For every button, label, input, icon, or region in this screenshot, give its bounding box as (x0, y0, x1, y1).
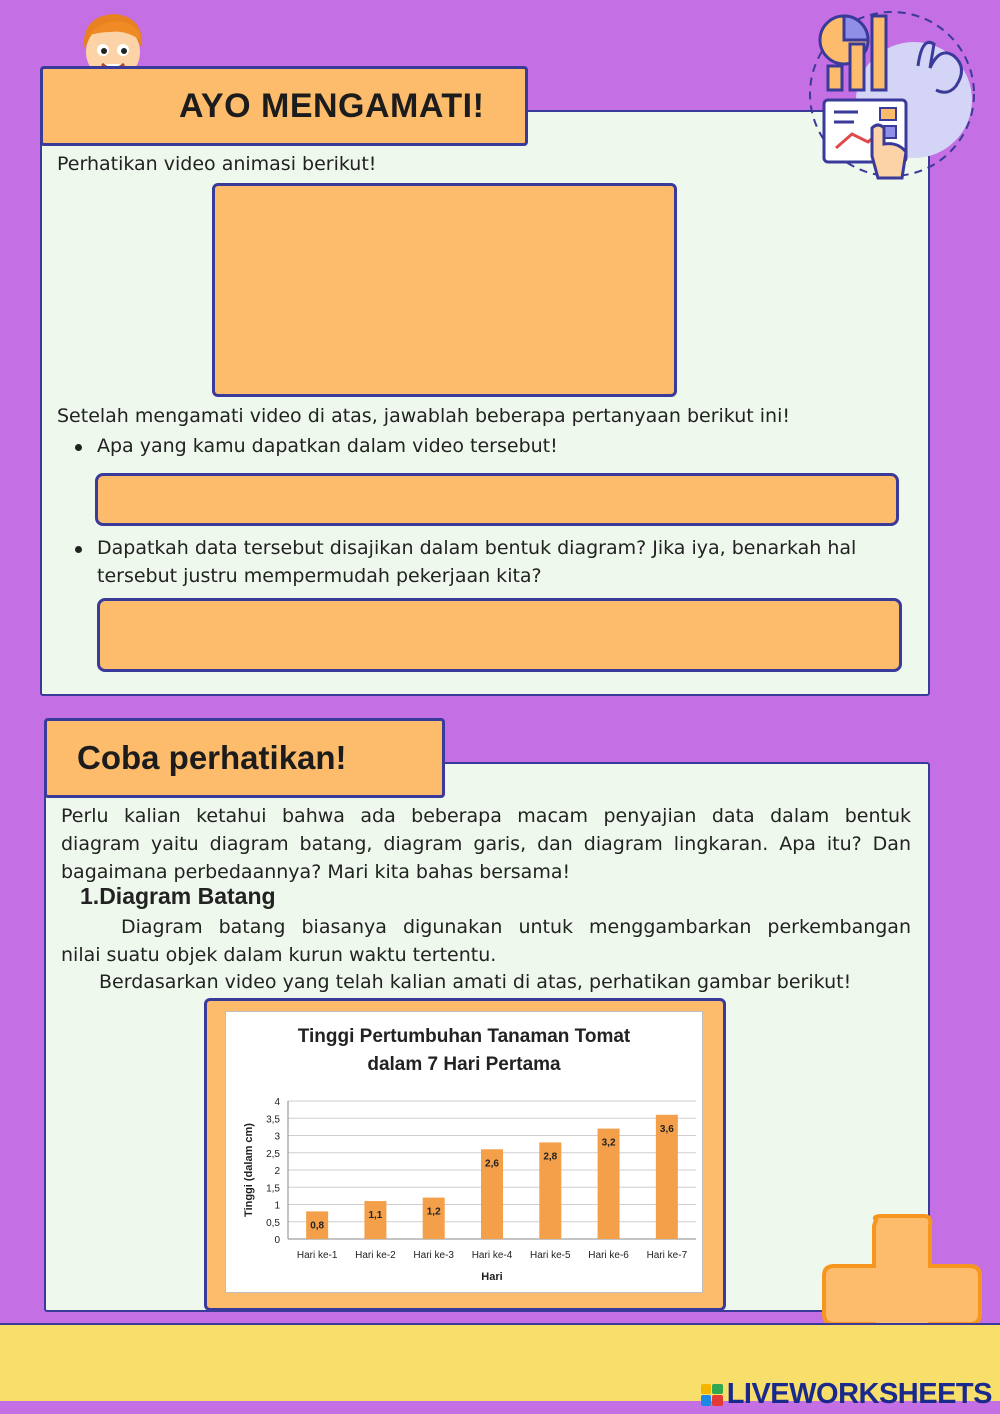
y-tick-label: 3 (274, 1131, 280, 1143)
x-tick-label: Hari ke-1 (296, 1250, 338, 1261)
bar-chart (226, 1012, 702, 1292)
question-1-text: Apa yang kamu dapatkan dalam video tersebut! (97, 435, 558, 457)
chart-title-line2: dalam 7 Hari Pertama (367, 1054, 561, 1075)
y-tick-label: 2,5 (266, 1148, 280, 1160)
subheading (80, 881, 276, 911)
chart-area (225, 1011, 703, 1293)
question-2-text: Dapatkah data tersebut disajikan dalam bentuk diagram? Jika iya, benarkah hal (97, 537, 857, 559)
bar (423, 1198, 445, 1239)
y-tick-label: 4 (274, 1097, 280, 1108)
y-tick-label: 3,5 (266, 1114, 280, 1126)
bar-value-label: 0,8 (310, 1220, 325, 1232)
bar-value-label: 3,2 (601, 1137, 616, 1149)
x-tick-label: Hari ke-7 (646, 1250, 688, 1261)
y-axis-label: Tinggi (dalam cm) (243, 1123, 255, 1217)
chart-frame (204, 998, 726, 1311)
liveworksheets-text: LIVEWORKSHEETS (726, 1378, 992, 1410)
section-title: Coba perhatikan! (77, 739, 347, 776)
x-tick-label: Hari ke-4 (471, 1250, 513, 1261)
description-line: nilai suatu objek dalam kurun waktu tertentu. (61, 944, 497, 966)
answer-2-input[interactable] (97, 598, 902, 672)
paragraph-line: Perlu kalian ketahui bahwa ada beberapa macam penyajian data dalam bentuk (61, 805, 911, 827)
paragraph-line: bagaimana perbedaannya? Mari kita bahas bersama! (61, 861, 571, 883)
section-title: AYO MENGAMATI! (179, 86, 485, 125)
y-tick-label: 1,5 (266, 1183, 280, 1195)
liveworksheets-icon (701, 1384, 723, 1406)
bar-value-label: 1,2 (426, 1206, 441, 1218)
video-player[interactable] (212, 183, 677, 397)
bar-value-label: 2,6 (485, 1158, 499, 1170)
section-title-box (40, 66, 528, 146)
y-tick-label: 2 (274, 1166, 280, 1177)
video-intro-text: Perhatikan video animasi berikut! (57, 153, 377, 175)
x-tick-label: Hari ke-3 (413, 1250, 455, 1261)
x-tick-label: Hari ke-6 (588, 1250, 629, 1261)
answer-1-input[interactable] (95, 473, 899, 526)
x-axis-label: Hari (481, 1271, 503, 1283)
liveworksheets-logo[interactable] (701, 1378, 992, 1411)
description-line: Diagram batang biasanya digunakan untuk menggambarkan perkembangan (121, 916, 911, 938)
chart-title: Tinggi Pertumbuhan Tanaman Tomat (297, 1026, 631, 1047)
x-tick-label: Hari ke-2 (355, 1250, 396, 1261)
bar-value-label: 3,6 (659, 1123, 674, 1135)
x-tick-label: Hari ke-5 (529, 1250, 571, 1261)
questions-instruction: Setelah mengamati video di atas, jawablah beberapa pertanyaan berikut ini! (57, 405, 790, 427)
section-title-box (44, 718, 445, 798)
figure-instruction: Berdasarkan video yang telah kalian amati di atas, perhatikan gambar berikut! (99, 971, 852, 993)
y-tick-label: 0,5 (266, 1217, 280, 1229)
bar-value-label: 2,8 (543, 1151, 558, 1163)
bullet-icon (75, 444, 82, 451)
subheading-number: 1. (80, 883, 100, 909)
paragraph-line: diagram yaitu diagram batang, diagram garis, dan diagram lingkaran. Apa itu? Dan (61, 833, 911, 855)
bar-value-label: 1,1 (368, 1210, 383, 1222)
subheading-text: Diagram Batang (99, 883, 276, 909)
y-tick-label: 0 (274, 1235, 280, 1246)
question-2-text-cont: tersebut justru mempermudah pekerjaan kita? (97, 565, 542, 587)
data-analysis-illustration (798, 6, 990, 186)
y-tick-label: 1 (274, 1200, 280, 1212)
bullet-icon (75, 546, 82, 553)
